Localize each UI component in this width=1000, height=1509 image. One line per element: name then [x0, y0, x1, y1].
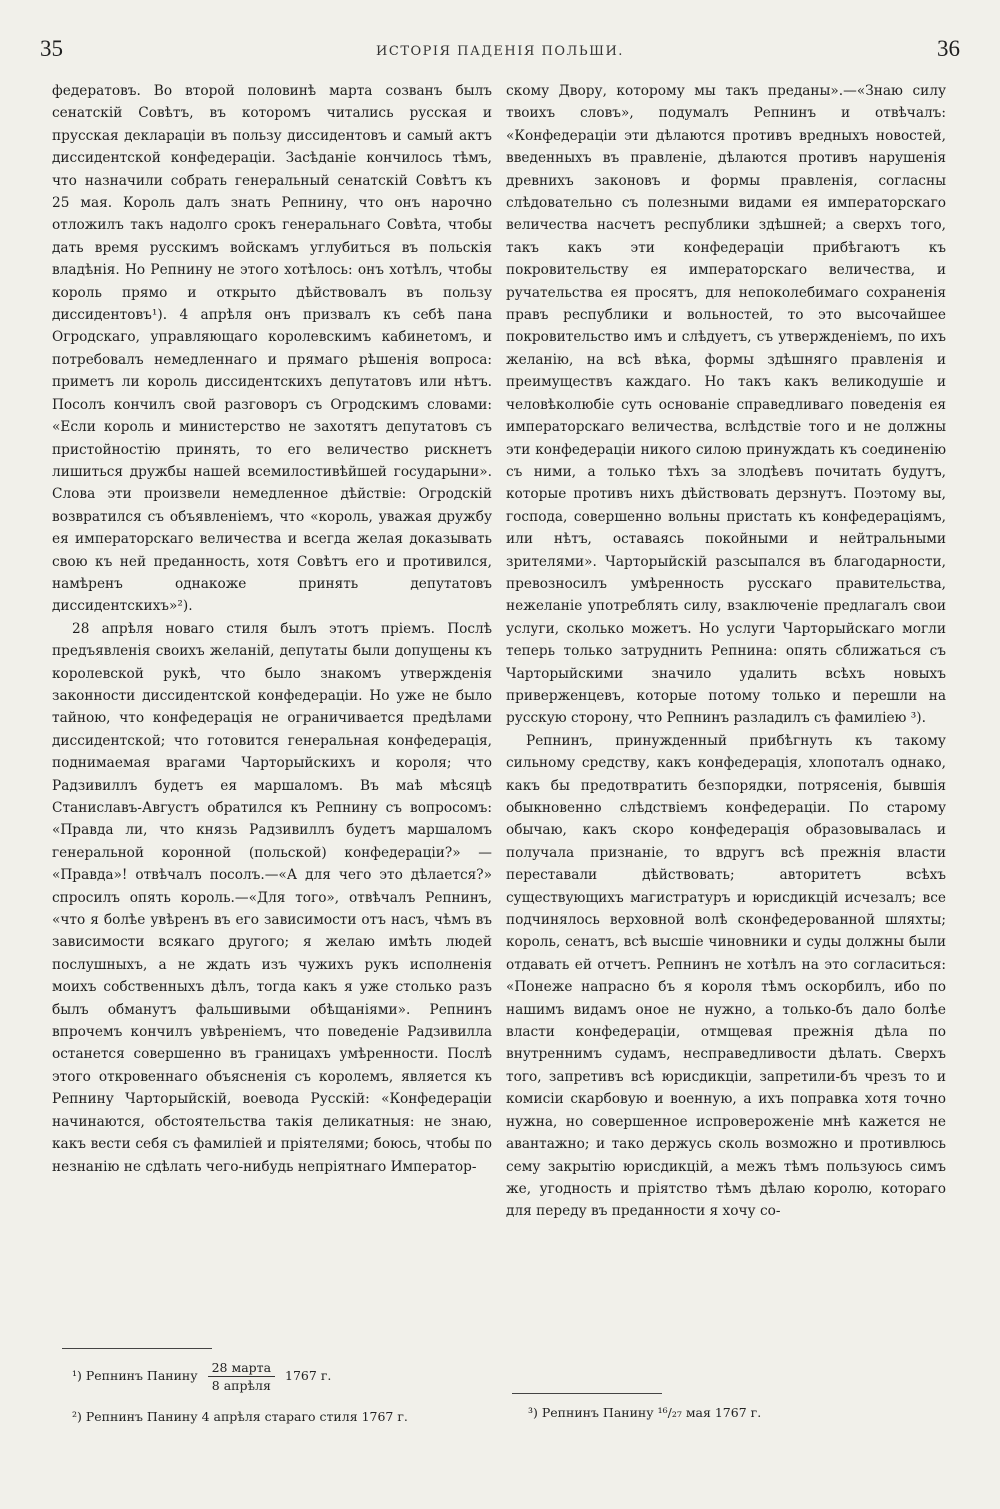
footnote-1-fraction [208, 1360, 275, 1393]
footnote-rule-right [512, 1393, 662, 1394]
left-column [52, 80, 492, 1178]
fraction-numerator: 28 марта [208, 1360, 275, 1377]
paragraph: Репнинъ, принужденный прибѣгнуть къ такому сильному средству, какъ конфедерація, хлопоталъ однако, какъ бы предотвратить безпорядки, потрясенія, бывшія обыкновенно слѣдствіемъ конфедераціи. По старому обычаю, какъ скоро конфедерацiя образовывалась и получала признаніе, то вдругъ всѣ прежнія власти переставали дѣйствовать; авторитетъ всѣхъ существующихъ магистратуръ и юрисдикцій исчезалъ; все подчинялось верховной волѣ сконфедерованной шляхты; король, сенатъ, всѣ высшіе чиновники и суды должны были отдавать ей отчетъ. Репнинъ не хотѣлъ на это согласиться: «Понеже напрасно бъ я короля тѣмъ оскорбилъ, ибо по нашимъ видамъ оное не нужно, а только-бъ дало болѣе власти конфедераціи, отмщевая прежнія дѣла по внутреннимъ судамъ, несправедливости дѣлать. Сверхъ того, запретивъ всѣ юрисдикціи, запретили-бъ чрезъ то и комисіи скарбовую и военную, а ихъ поправка хотя точно нужна, но совершенное испровероженіе мнѣ кажется не авантажно; и тако держусь сколь возможно и противлюсь сему закрытію юрисдикцій, а межъ тѣмъ пользуюсь симъ же, угодность и пріятство тѣмъ дѣлаю королю, котораго для переду въ преданности я хочу со- [506, 732, 946, 1220]
page-number-left: 35 [40, 36, 63, 61]
footnote-1 [72, 1360, 331, 1393]
footnote-3: ³) Репнинъ Панину ¹⁶/₂₇ мая 1767 г. [528, 1405, 762, 1420]
footnote-1-year: 1767 г. [285, 1368, 332, 1383]
footnote-rule-left [62, 1348, 212, 1349]
paragraph: 28 апрѣля новаго стиля былъ этотъ пріемъ. Послѣ предъявленія своихъ желаній, депутаты были допущены къ королевской рукѣ, что было знакомъ утвержденія законности диссидентской конфедераціи. Но уже не было тайною, что конфедерація не ограничивается предѣлами диссидентской; что готовится генеральная конфедерація, поднимаемая врагами Чарторыйскихъ и короля; что Радзивиллъ будетъ ея маршаломъ. Въ маѣ мѣсяцѣ Станиславъ-Августъ обратился къ Репнину съ вопросомъ: «Правда ли, что князь Радзивиллъ будетъ маршаломъ генеральной коронной (польской) конфедераціи?» — «Правда»! отвѣчалъ посолъ.—«А для чего это дѣлается?» спросилъ опять король.—«Для того», отвѣчалъ Репнинъ, «что я болѣе увѣренъ въ его зависимости отъ насъ, чѣмъ въ зависимости всякаго другого; я желаю имѣть людей послушныхъ, а не ждать изъ чужихъ рукъ исполненія моихъ собственныхъ дѣлъ, тогда какъ я уже столько разъ былъ обманутъ фальшивыми обѣщаніями». Репнинъ впрочемъ кончилъ увѣреніемъ, что поведеніе Радзивилла останется совершенно въ границахъ умѣренности. Послѣ этого откровеннаго объясненія съ королемъ, является къ Репнину Чарторыйскій, воевода Русскій: «Конфедераціи начинаются, обстоятельства такія деликатныя: не знаю, какъ вести себя съ фамиліей и пріятелями; боюсь, чтобы по незнанію не сдѣлать чего-нибудь непріятнаго Император- [52, 620, 492, 1175]
page-header [40, 36, 960, 66]
right-column [506, 80, 946, 1223]
paragraph: федератовъ. Во второй половинѣ марта созванъ былъ сенатскій Совѣтъ, въ которомъ читались русская и прусская деклараціи въ пользу диссидентовъ и самый актъ диссидентской конфедераціи. Засѣданіе кончилось тѣмъ, что назначили собрать генеральный сенатскій Совѣтъ къ 25 мая. Король далъ знать Репнину, что онъ нарочно отложилъ такъ надолго срокъ генеральнаго Совѣта, чтобы дать время русскимъ войскамъ углубиться въ польскія владѣнія. Но Репнину не этого хотѣлось: онъ хотѣлъ, чтобы король прямо и открыто дѣйствовалъ въ пользу диссидентовъ¹). 4 апрѣля онъ призвалъ къ себѣ пана Огродскаго, управляющаго королевскимъ кабинетомъ, и потребовалъ немедленнаго и прямаго рѣшенія вопроса: приметъ ли король диссидентскихъ депутатовъ или нѣтъ. Посолъ кончилъ свой разговоръ съ Огродскимъ словами: «Если король и министерство не захотятъ депутатовъ съ пристойностію принять, то его величество рискнетъ лишиться дружбы нашей всемилостивѣйшей государыни». Слова эти произвели немедленное дѣйствіе: Огродскій возвратился съ объявленіемъ, что «король, уважая дружбу ея императорскаго величества и всегда желая доказывать свою къ ней преданность, хотя Совѣтъ его и противился, намѣренъ однакоже принять депутатовъ диссидентскихъ»²). [52, 83, 492, 615]
footnote-1-text: ¹) Репнинъ Панину [72, 1368, 198, 1383]
footnote-2: ²) Репнинъ Панину 4 апрѣля стараго стиля 1767 г. [72, 1409, 408, 1424]
fraction-denominator: 8 апрѣля [211, 1378, 271, 1393]
running-title: ИСТОРІЯ ПАДЕНІЯ ПОЛЬШИ. [376, 44, 624, 59]
paragraph: скому Двору, которому мы такъ преданы».—«Знаю силу твоихъ словъ», подумалъ Репнинъ и отвѣчалъ: «Конфедераціи эти дѣлаются противъ вредныхъ новостей, введенныхъ въ правленіе, дѣлаются противъ нарушенія древнихъ законовъ и формы правленія, согласны слѣдовательно съ полезными видами ея императорскаго величества насчетъ республики здѣшней; а сверхъ того, такъ какъ эти конфедераціи прибѣгаютъ къ покровительству ея императорскаго величества, и ручательства ея просятъ, для непоколебимаго сохраненія правъ республики и вольностей, то это высочайшее покровительство имъ и слѣдуетъ, съ утвержденіемъ, по ихъ желанію, на всѣ вѣка, формы здѣшняго правленія и преимуществъ каждаго. Но такъ какъ великодушіе и человѣколюбіе суть основаніе справедливаго поведенія ея императорскаго величества, вслѣдствіе того и не должны эти конфедераціи никого силою принуждать къ соединенію съ ними, а только тѣхъ за злодѣевъ почитать будутъ, которые противъ нихъ дѣйствовать дерзнутъ. Поэтому вы, господа, совершенно вольны пристать къ конфедераціямъ, или нѣтъ, оставаясь покойными и нейтральными зрителями». Чарторыйскій разсыпался въ благодарности, превозносилъ умѣренность русскаго правительства, нежеланіе употреблять силу, взаключеніе предлагалъ свои услуги, сколько можетъ. Но услуги Чарторыйскаго могли теперь только затруднить Репнина: опять сближаться съ Чарторыйскими значило удалить всѣхъ новыхъ приверженцевъ, которые потому только и перешли на русскую сторону, что Репнинъ разладилъ съ фамиліею ³). [506, 83, 946, 727]
page-number-right: 36 [937, 36, 960, 61]
